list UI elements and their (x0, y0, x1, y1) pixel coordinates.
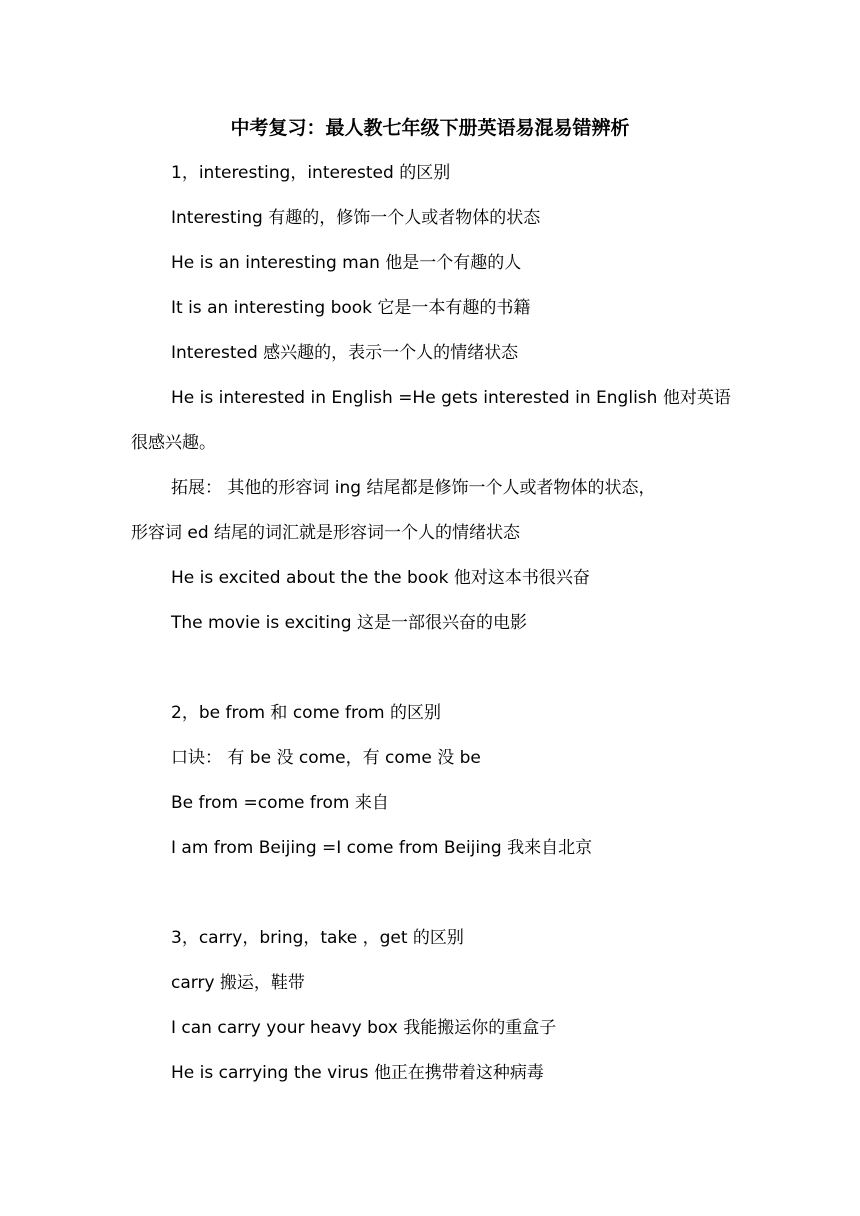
section-2-heading: 2，be from 和 come from 的区别 (171, 703, 441, 723)
text-line: He is an interesting man 他是一个有趣的人 (171, 253, 522, 273)
text-line: The movie is exciting 这是一部很兴奋的电影 (171, 613, 527, 633)
text-line-continuation: 形容词 ed 结尾的词汇就是形容词一个人的情绪状态 (131, 523, 521, 543)
document-title: 中考复习：最人教七年级下册英语易混易错辨析 (230, 117, 630, 139)
text-line: Interesting 有趣的，修饰一个人或者物体的状态 (171, 208, 541, 228)
section-3-heading: 3，carry，bring，take ，get 的区别 (171, 928, 464, 948)
text-line: Be from =come from 来自 (171, 793, 389, 813)
text-line: 拓展： 其他的形容词 ing 结尾都是修饰一个人或者物体的状态， (171, 478, 656, 498)
text-line: I can carry your heavy box 我能搬运你的重盒子 (171, 1018, 557, 1038)
section-1-heading: 1，interesting，interested 的区别 (171, 163, 451, 183)
text-line: He is interested in English =He gets interested in English 他对英语 (171, 388, 731, 408)
text-line: He is excited about the the book 他对这本书很兴奋 (171, 568, 590, 588)
text-line: It is an interesting book 它是一本有趣的书籍 (171, 298, 531, 318)
text-line: 口诀： 有 be 没 come，有 come 没 be (171, 748, 481, 768)
text-line: carry 搬运，鞋带 (171, 973, 305, 993)
text-line: Interested 感兴趣的，表示一个人的情绪状态 (171, 343, 519, 363)
text-line: He is carrying the virus 他正在携带着这种病毒 (171, 1063, 544, 1083)
text-line-continuation: 很感兴趣。 (131, 433, 216, 453)
text-line: I am from Beijing =I come from Beijing 我来自北京 (171, 838, 593, 858)
